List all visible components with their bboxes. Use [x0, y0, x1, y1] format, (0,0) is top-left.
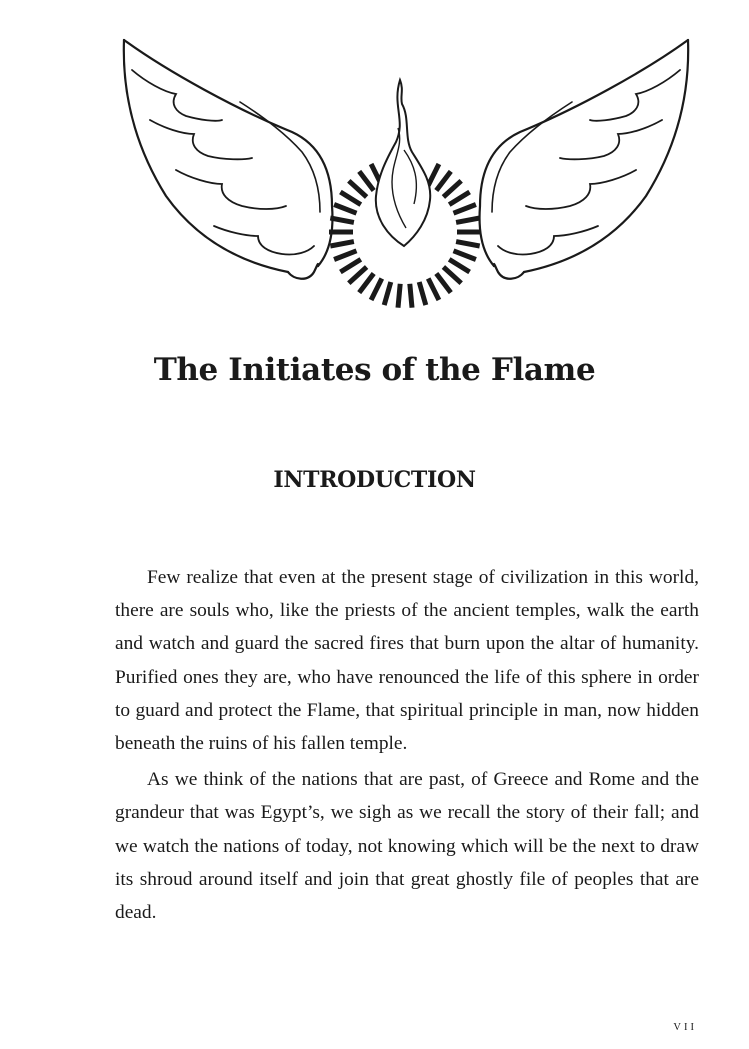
- flame-ray: [398, 284, 400, 308]
- flame-ray: [456, 242, 480, 246]
- flame-ray: [349, 181, 367, 197]
- book-title: The Initiates of the Flame: [153, 352, 596, 388]
- flame-ray: [359, 171, 374, 190]
- flame-ray: [349, 267, 367, 283]
- flame-ray: [419, 282, 426, 305]
- flame-ray: [443, 181, 461, 197]
- flame-ray: [384, 282, 391, 305]
- flame-ray: [330, 218, 354, 222]
- paragraph-1: Few realize that even at the present stage of civilization in this world, there are souls who, like the priests of the ancient temples, walk the earth and watch and guard the sacred fires that burn upon the altar of humanity. Purified ones they are, who have renounced the life of this sphere in order to guard and protect the Flame, that spiritual principle in man, now hidden beneath the ruins of his fallen temple.: [115, 567, 699, 755]
- flame-ray: [410, 284, 412, 308]
- flame-ray: [428, 164, 439, 186]
- flame-ray: [371, 279, 382, 301]
- section-heading: INTRODUCTION: [273, 467, 476, 493]
- flame-ray: [330, 242, 354, 246]
- flame-ray: [449, 259, 469, 272]
- flame-ray: [334, 251, 356, 260]
- flame-ray: [454, 205, 476, 214]
- flame-ray: [428, 279, 439, 301]
- flame-ray: [436, 274, 451, 293]
- flame-ray: [454, 251, 476, 260]
- flame-ray: [449, 192, 469, 205]
- paragraph-2: As we think of the nations that are past, of Greece and Rome and the grandeur that was Egypt’s, we sigh as we recall the story of their fall; and we watch the nations of today, not knowing which will be the next to draw its shroud around itself and join that great ghostly file of peoples that are dead.: [115, 769, 699, 924]
- winged-flame-icon: [118, 32, 694, 314]
- flame-ray: [340, 192, 360, 205]
- flame-ray: [340, 259, 360, 272]
- flame-ray: [359, 274, 374, 293]
- flame-ray: [456, 218, 480, 222]
- body-text: [115, 561, 699, 932]
- flame-ray: [436, 171, 451, 190]
- flame-ray: [443, 267, 461, 283]
- flame-ray: [334, 205, 356, 214]
- page-number: VII: [673, 1022, 697, 1033]
